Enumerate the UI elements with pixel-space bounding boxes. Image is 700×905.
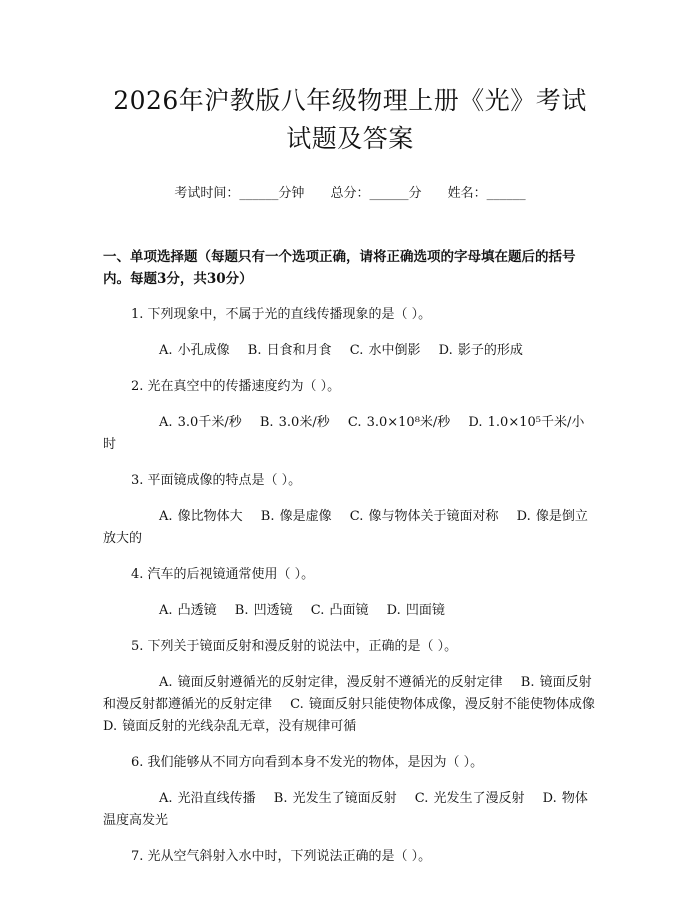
section-heading: 一、单项选择题（每题只有一个选项正确，请将正确选项的字母填在题后的括号内。每题3分，共30分）	[103, 249, 576, 287]
question-options: A. 3.0千米/秒 B. 3.0米/秒 C. 3.0×10⁸米/秒 D. 1.0×10⁵千米/小时	[103, 415, 585, 452]
question-stem: 3. 平面镜成像的特点是（ ）。	[131, 473, 302, 488]
question-options: A. 镜面反射遵循光的反射定律，漫反射不遵循光的反射定律 B. 镜面反射和漫反射都遵循光的反射定律 C. 镜面反射只能使物体成像，漫反射不能使物体成像 D. 镜面反射的光线杂乱无章，没有规律可循	[103, 675, 614, 734]
exam-title: 2026年沪教版八年级物理上册《光》考试试题及答案	[113, 86, 587, 153]
question-stem: 7. 光从空气斜射入水中时，下列说法正确的是（ ）。	[131, 849, 432, 864]
exam-time: 考试时间：______分钟	[174, 186, 305, 201]
exam-name: 姓名：______	[447, 186, 526, 201]
question-options: A. 小孔成像 B. 日食和月食 C. 水中倒影 D. 影子的形成	[159, 343, 523, 358]
question-stem: 6. 我们能够从不同方向看到本身不发光的物体，是因为（ ）。	[131, 755, 484, 770]
exam-meta	[103, 184, 597, 204]
question-stem: 4. 汽车的后视镜通常使用（ ）。	[131, 567, 315, 582]
question-stem: 5. 下列关于镜面反射和漫反射的说法中，正确的是（ ）。	[131, 639, 458, 654]
question-stem: 2. 光在真空中的传播速度约为（ ）。	[131, 379, 341, 394]
exam-score: 总分：______分	[330, 186, 422, 201]
question-stem: 1. 下列现象中，不属于光的直线传播现象的是（ ）。	[131, 307, 432, 322]
question-options: A. 凸透镜 B. 凹透镜 C. 凸面镜 D. 凹面镜	[159, 603, 445, 618]
question-options: A. 光沿直线传播 B. 光发生了镜面反射 C. 光发生了漫反射 D. 物体温度高发光	[103, 791, 588, 828]
question-options: A. 像比物体大 B. 像是虚像 C. 像与物体关于镜面对称 D. 像是倒立放大的	[103, 509, 588, 546]
